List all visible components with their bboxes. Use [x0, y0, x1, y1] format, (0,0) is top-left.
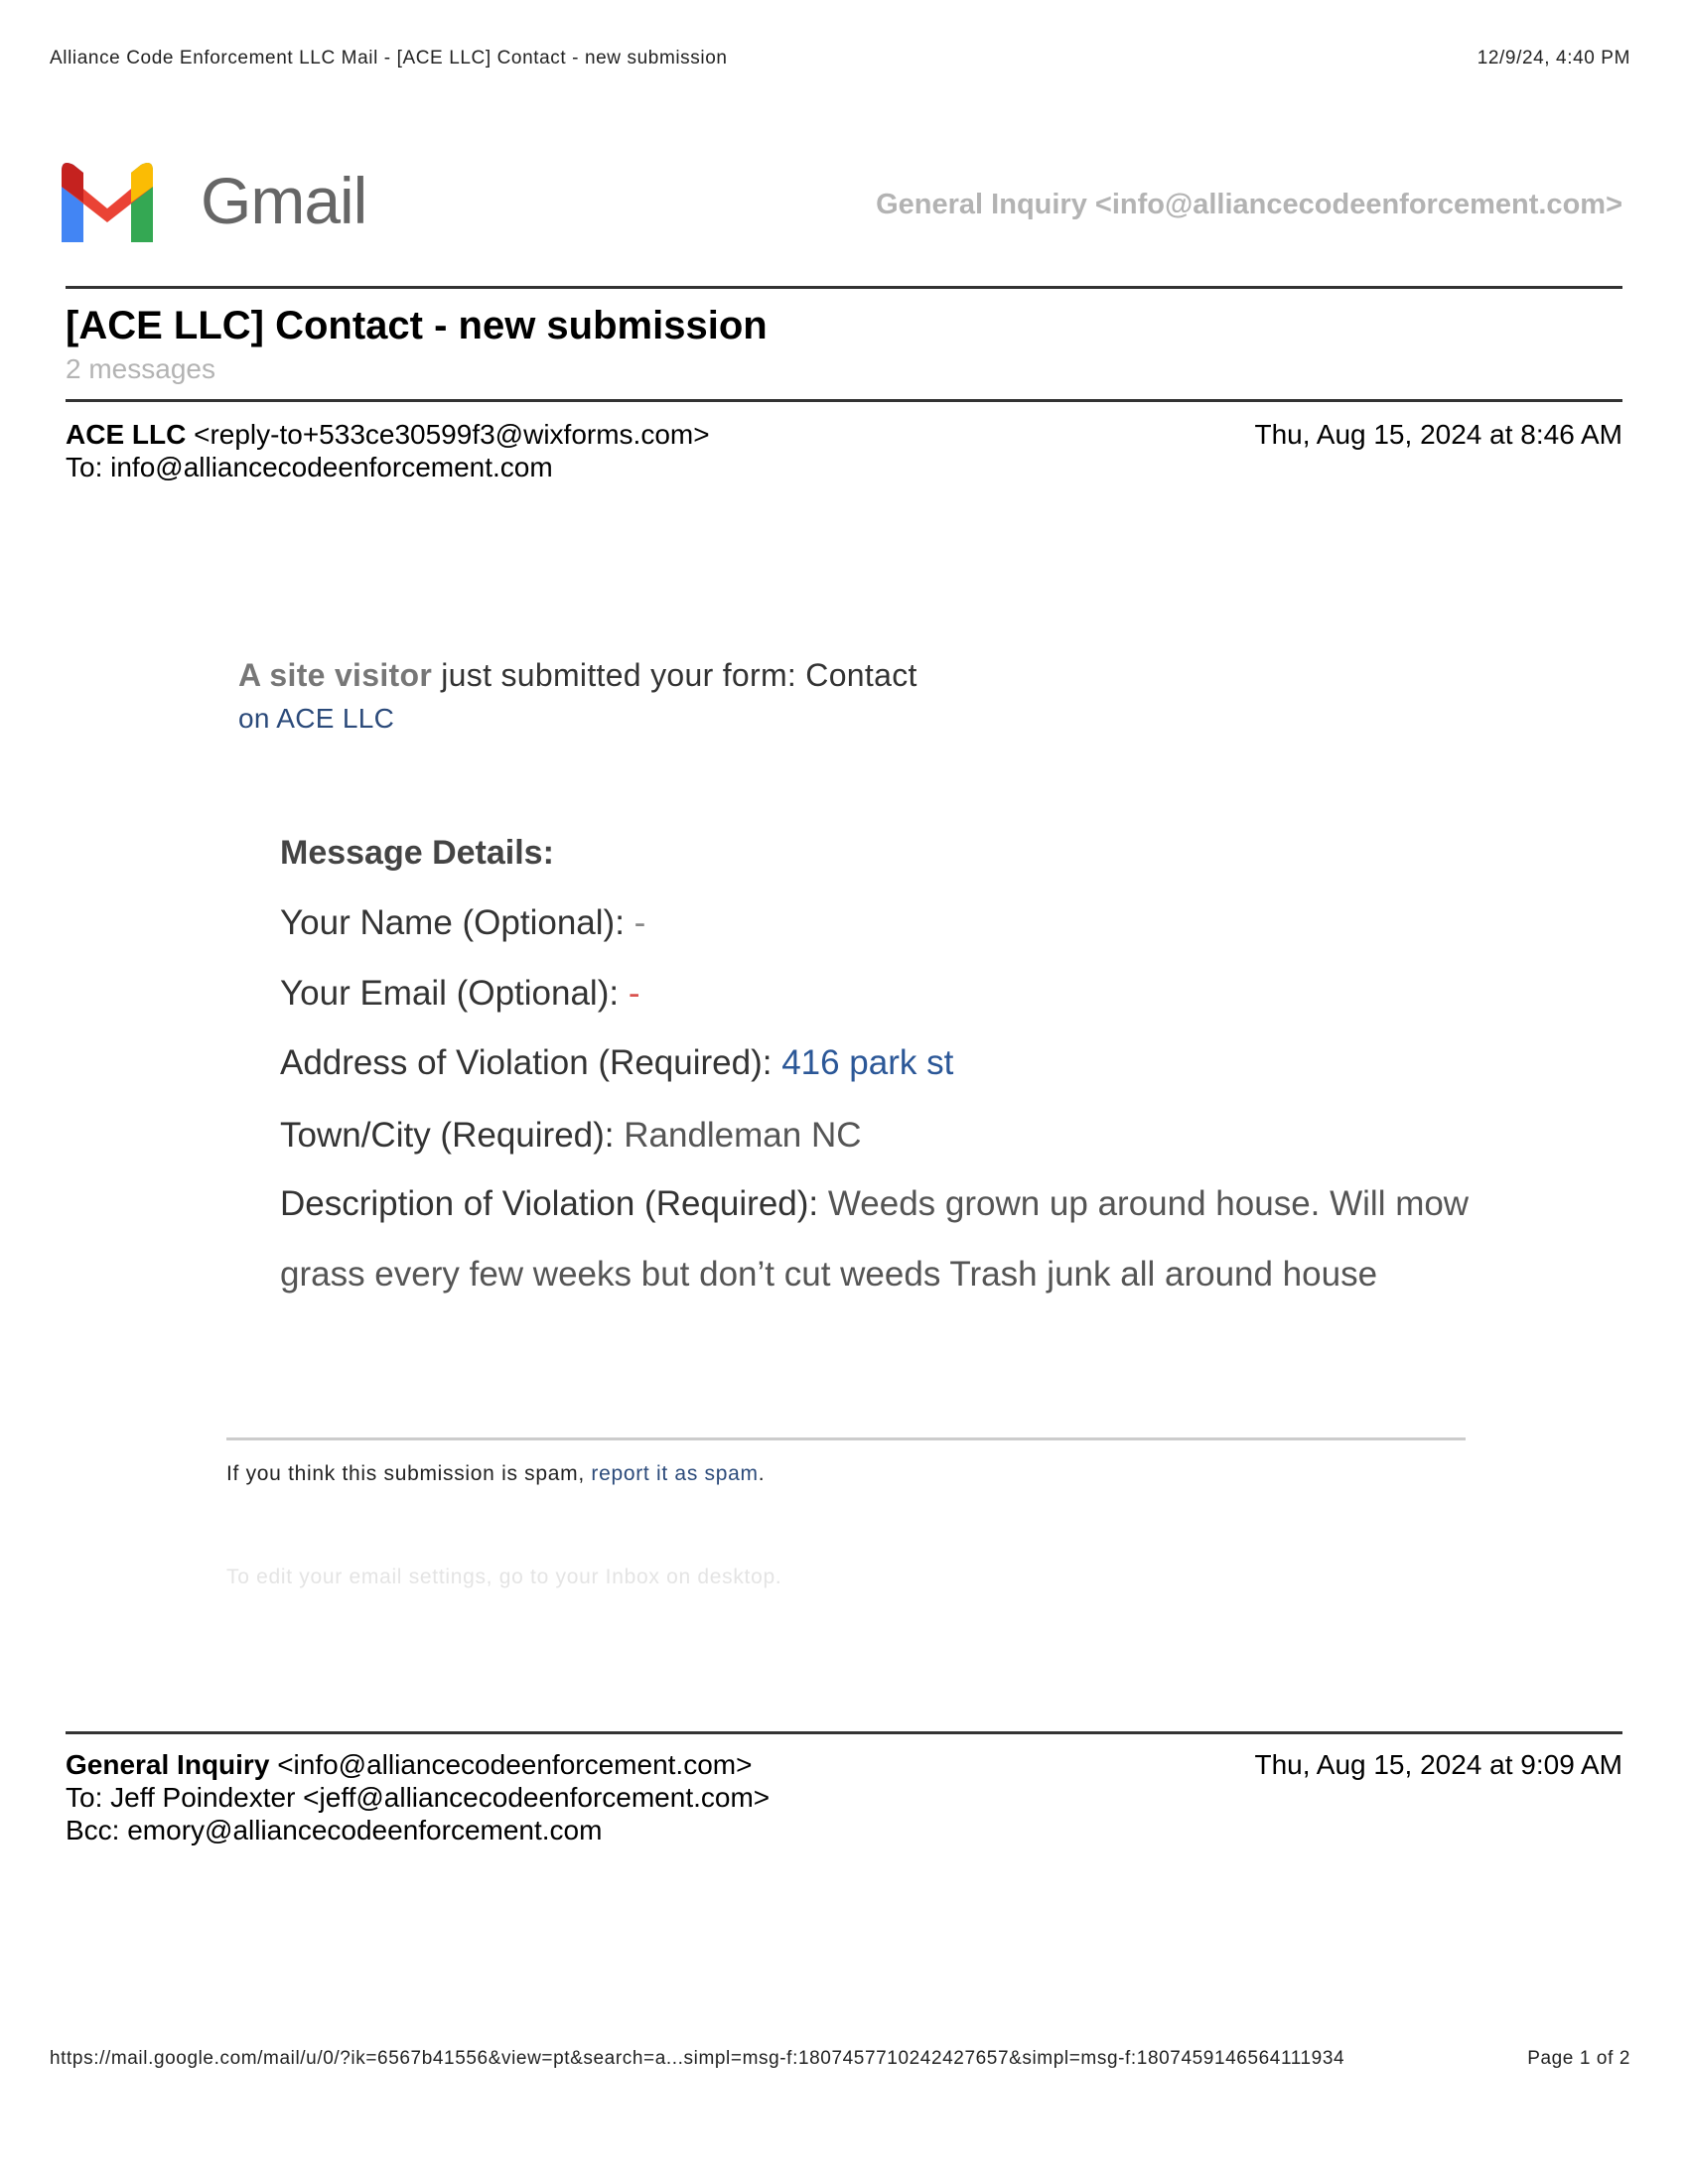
field-value: -: [633, 903, 646, 942]
field-value: Weeds grown up around house. Will mow grass every few weeks but don’t cut weeds Trash junk all around house: [280, 1184, 1470, 1294]
field-email: [280, 974, 639, 1014]
field-label: Town/City (Required):: [280, 1116, 625, 1155]
site-name: on ACE LLC: [238, 703, 395, 734]
spam-notice: [226, 1462, 765, 1486]
spam-prefix: If you think this submission is spam,: [226, 1462, 592, 1485]
field-town: [280, 1116, 862, 1156]
message2-bcc: Bcc: emory@alliancecodeenforcement.com: [66, 1815, 603, 1845]
field-description: [280, 1168, 1472, 1309]
address-link[interactable]: 416 park st: [781, 1043, 954, 1082]
field-label: Address of Violation (Required):: [280, 1043, 782, 1082]
field-value: Randleman NC: [624, 1116, 862, 1155]
gmail-m-icon: [56, 157, 159, 242]
details-title: Message Details:: [280, 834, 554, 872]
sender-email: <reply-to+533ce30599f3@wixforms.com>: [194, 419, 710, 450]
intro-rest: just submitted your form: Contact: [432, 657, 917, 693]
message1-date: Thu, Aug 15, 2024 at 8:46 AM: [1254, 419, 1622, 450]
field-address: [280, 1043, 953, 1083]
field-name: [280, 903, 645, 943]
message1-recipient: To: info@alliancecodeenforcement.com: [66, 452, 553, 482]
gmail-wordmark: Gmail: [201, 164, 367, 237]
settings-note: To edit your email settings, go to your Inbox on desktop.: [226, 1566, 782, 1588]
spam-suffix: .: [758, 1462, 766, 1485]
message2-date: Thu, Aug 15, 2024 at 9:09 AM: [1254, 1749, 1622, 1780]
sender-email: <info@alliancecodeenforcement.com>: [277, 1749, 753, 1780]
divider: [226, 1437, 1466, 1440]
message2-sender: [66, 1749, 752, 1781]
divider: [66, 399, 1622, 402]
divider: [66, 1731, 1622, 1734]
report-spam-link[interactable]: report it as spam: [591, 1462, 759, 1485]
field-label: Description of Violation (Required):: [280, 1184, 828, 1223]
message-count: 2 messages: [66, 353, 215, 384]
field-value: -: [628, 974, 640, 1013]
submission-intro: [238, 657, 917, 694]
field-label: Your Email (Optional):: [280, 974, 629, 1013]
account-address: General Inquiry <info@alliancecodeenforcement.com>: [876, 189, 1622, 220]
page-number: Page 1 of 2: [1527, 2048, 1630, 2069]
message1-sender: [66, 419, 710, 451]
sender-name: General Inquiry: [66, 1749, 270, 1780]
intro-site-visitor: A site visitor: [238, 657, 433, 693]
print-datetime: 12/9/24, 4:40 PM: [1477, 48, 1630, 68]
print-title: Alliance Code Enforcement LLC Mail - [ACE LLC] Contact - new submission: [50, 48, 728, 68]
print-url: https://mail.google.com/mail/u/0/?ik=6567b41556&view=pt&search=a...simpl=msg-f:1807457710242427657&simpl=msg-f:1807459146564111934: [50, 2048, 1345, 2069]
message2-recipient: To: Jeff Poindexter <jeff@alliancecodeenforcement.com>: [66, 1782, 771, 1813]
sender-name: ACE LLC: [66, 419, 187, 450]
thread-subject: [ACE LLC] Contact - new submission: [66, 304, 768, 347]
field-label: Your Name (Optional):: [280, 903, 634, 942]
divider: [66, 286, 1622, 289]
